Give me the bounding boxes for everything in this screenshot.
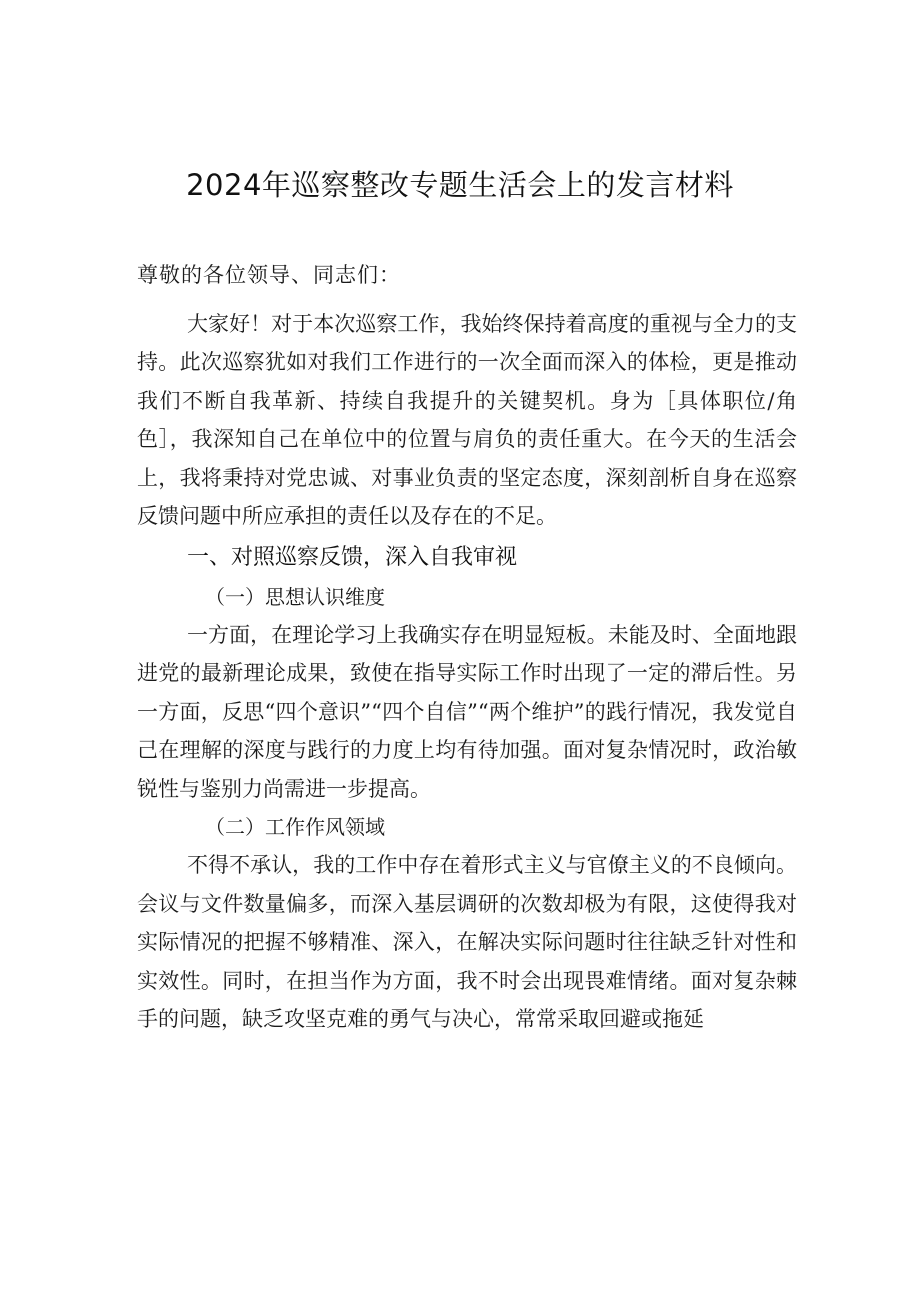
subsection-heading-2: （二）工作作风领域: [205, 815, 385, 839]
spacer: [137, 295, 797, 305]
salutation: 尊敬的各位领导、同志们：: [137, 263, 401, 287]
intro-paragraph: 大家好！对于本次巡察工作，我始终保持着高度的重视与全力的支持。此次巡察犹如对我们工作进行的一次全面而深入的体检，更是推动我们不断自我革新、持续自我提升的关键契机。身为［具体职位/角色］，我深知自己在单位中的位置与肩负的责任重大。在今天的生活会上，我将秉持对党忠诚、对事业负责的坚定态度，深刻剖析自身在巡察反馈问题中所应承担的责任以及存在的不足。: [137, 311, 797, 528]
subsection-2-paragraph: 不得不承认，我的工作中存在着形式主义与官僚主义的不良倾向。会议与文件数量偏多，而深入基层调研的次数却极为有限，这使得我对实际情况的把握不够精准、深入，在解决实际问题时往往缺乏针对性和实效性。同时，在担当作为方面，我不时会出现畏难情绪。面对复杂棘手的问题，缺乏攻坚克难的勇气与决心，常常采取回避或拖延: [137, 853, 797, 1031]
section-heading-1: 一、对照巡察反馈，深入自我审视: [187, 544, 518, 570]
subsection-heading-1: （一）思想认识维度: [205, 584, 385, 609]
subsection-1-paragraph: 一方面，在理论学习上我确实存在明显短板。未能及时、全面地跟进党的最新理论成果，致使在指导实际工作时出现了一定的滞后性。另一方面，反思“四个意识”“四个自信”“两个维护”的践行情况，我发觉自己在理解的深度与践行的力度上均有待加强。面对复杂情况时，政治敏锐性与鉴别力尚需进一步提高。: [137, 622, 797, 801]
document-title: 2024年巡察整改专题生活会上的发言材料: [186, 168, 734, 202]
document-body: [137, 256, 797, 1039]
